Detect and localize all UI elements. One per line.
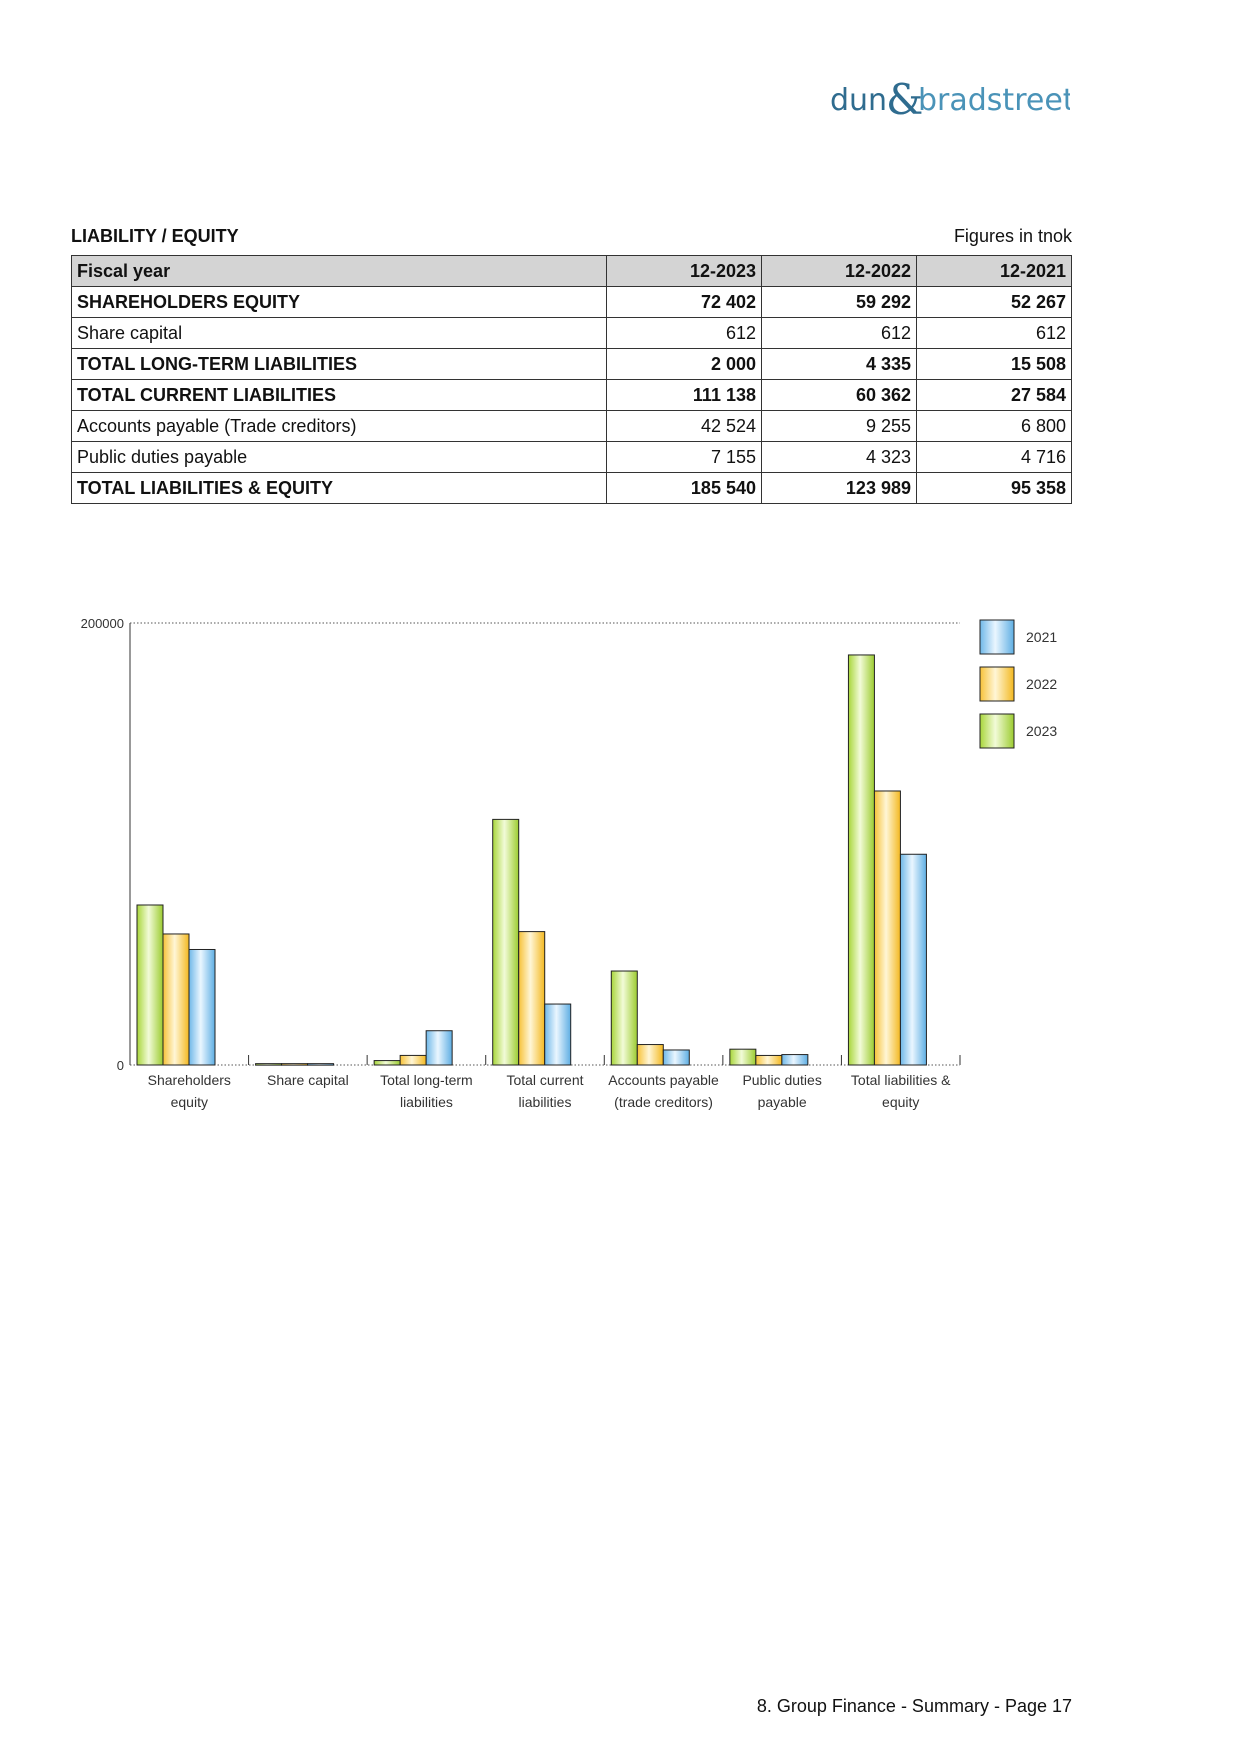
- x-category-label: Shareholders: [147, 1072, 231, 1088]
- row-value: 59 292: [762, 287, 917, 318]
- row-value: 42 524: [607, 411, 762, 442]
- table-row: [72, 473, 1072, 504]
- row-value: 185 540: [607, 473, 762, 504]
- bar-2022: [282, 1064, 308, 1066]
- dun-bradstreet-logo: [830, 72, 1070, 128]
- bar-2021: [900, 854, 926, 1065]
- legend-swatch-2023: [980, 714, 1014, 748]
- legend-swatch-2021: [980, 620, 1014, 654]
- bar-2022: [519, 932, 545, 1065]
- row-value: 6 800: [917, 411, 1072, 442]
- column-header: 12-2022: [762, 256, 917, 287]
- column-header: 12-2023: [607, 256, 762, 287]
- bar-2021: [663, 1050, 689, 1065]
- table-row: [72, 318, 1072, 349]
- table-row: [72, 411, 1072, 442]
- section-title: LIABILITY / EQUITY: [71, 226, 239, 246]
- bar-2022: [400, 1055, 426, 1065]
- row-value: 111 138: [607, 380, 762, 411]
- x-category-label: payable: [757, 1094, 807, 1110]
- x-category-label: Share capital: [266, 1072, 349, 1088]
- bar-2021: [189, 949, 215, 1065]
- row-value: 52 267: [917, 287, 1072, 318]
- table-row: [72, 380, 1072, 411]
- legend-label-2022: 2022: [1026, 676, 1058, 692]
- bar-2021: [308, 1064, 334, 1066]
- x-category-label: (trade creditors): [614, 1094, 713, 1110]
- row-label: SHAREHOLDERS EQUITY: [72, 287, 607, 318]
- row-label: TOTAL LONG-TERM LIABILITIES: [72, 349, 607, 380]
- x-category-label: liabilities: [399, 1094, 453, 1110]
- row-label: TOTAL CURRENT LIABILITIES: [72, 380, 607, 411]
- bar-2023: [137, 905, 163, 1065]
- units-label: Figures in tnok: [953, 226, 1072, 246]
- row-value: 15 508: [917, 349, 1072, 380]
- bar-2022: [756, 1055, 782, 1065]
- x-category-label: equity: [882, 1094, 920, 1110]
- row-value: 612: [917, 318, 1072, 349]
- logo-text-left: dun: [830, 83, 888, 118]
- bar-2023: [730, 1049, 756, 1065]
- x-category-label: Total liabilities &: [850, 1072, 951, 1088]
- row-value: 27 584: [917, 380, 1072, 411]
- table-row: [72, 349, 1072, 380]
- row-value: 4 335: [762, 349, 917, 380]
- row-value: 4 716: [917, 442, 1072, 473]
- bar-2021: [545, 1004, 571, 1065]
- row-value: 7 155: [607, 442, 762, 473]
- page-footer: 8. Group Finance - Summary - Page 17: [756, 1696, 1072, 1716]
- row-value: 612: [762, 318, 917, 349]
- legend-label-2023: 2023: [1026, 723, 1058, 739]
- logo-ampersand: &: [886, 75, 924, 124]
- row-label: TOTAL LIABILITIES & EQUITY: [72, 473, 607, 504]
- row-value: 72 402: [607, 287, 762, 318]
- x-category-label: liabilities: [518, 1094, 572, 1110]
- y-tick-label: 0: [116, 1058, 124, 1073]
- column-header: Fiscal year: [72, 256, 607, 287]
- row-value: 9 255: [762, 411, 917, 442]
- bar-2023: [611, 971, 637, 1065]
- bar-2023: [848, 655, 874, 1065]
- bar-2023: [374, 1061, 400, 1065]
- y-tick-label: 200000: [80, 616, 124, 631]
- x-category-label: Total long-term: [380, 1072, 473, 1088]
- row-value: 60 362: [762, 380, 917, 411]
- bar-2021: [782, 1055, 808, 1065]
- row-value: 612: [607, 318, 762, 349]
- bar-2022: [874, 791, 900, 1065]
- logo-graphic: [830, 72, 1070, 128]
- bar-2023: [493, 819, 519, 1065]
- bar-2021: [426, 1031, 452, 1065]
- liability-equity-table: [71, 255, 1072, 504]
- row-label: Public duties payable: [72, 442, 607, 473]
- x-category-label: Accounts payable: [608, 1072, 719, 1088]
- row-label: Share capital: [72, 318, 607, 349]
- legend-label-2021: 2021: [1026, 629, 1058, 645]
- x-category-label: Total current: [506, 1072, 584, 1088]
- column-header: 12-2021: [917, 256, 1072, 287]
- bar-2022: [637, 1045, 663, 1065]
- legend-swatch-2022: [980, 667, 1014, 701]
- row-label: Accounts payable (Trade creditors): [72, 411, 607, 442]
- row-value: 4 323: [762, 442, 917, 473]
- x-category-label: Public duties: [742, 1072, 822, 1088]
- bar-2022: [163, 934, 189, 1065]
- row-value: 95 358: [917, 473, 1072, 504]
- x-category-label: equity: [170, 1094, 208, 1110]
- table-header-row: [72, 256, 1072, 287]
- logo-text-right: bradstreet: [918, 83, 1070, 118]
- table-row: [72, 442, 1072, 473]
- bar-2023: [256, 1064, 282, 1066]
- table-row: [72, 287, 1072, 318]
- row-value: 2 000: [607, 349, 762, 380]
- row-value: 123 989: [762, 473, 917, 504]
- liability-equity-bar-chart: [60, 610, 1080, 1130]
